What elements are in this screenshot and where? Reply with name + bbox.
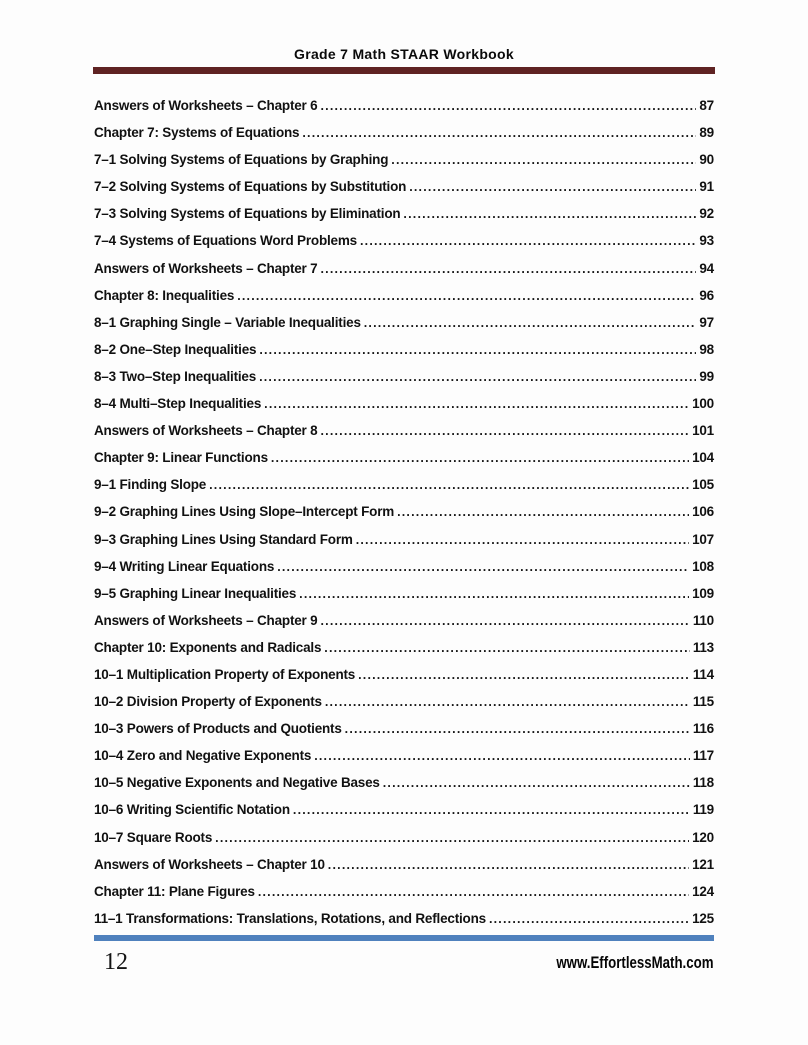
- toc-entry: [94, 255, 714, 282]
- toc-dot-leader: [320, 417, 689, 445]
- toc-entry-page-number: 117: [692, 748, 714, 764]
- toc-entry-label: Chapter 10: Exponents and Radicals: [94, 639, 322, 655]
- toc-entry-label: 9–5 Graphing Linear Inequalities: [94, 585, 297, 601]
- toc-entry-page-number: 91: [699, 179, 714, 195]
- toc-entry: [94, 444, 714, 471]
- toc-dot-leader: [325, 688, 690, 716]
- toc-dot-leader: [403, 200, 696, 228]
- toc-entry-page-number: 124: [692, 883, 714, 899]
- toc-entry-label: 11–1 Transformations: Translations, Rotations, and Reflections: [94, 910, 486, 926]
- toc-entry-label: 10–1 Multiplication Property of Exponents: [94, 666, 356, 682]
- toc-entry-label: 10–3 Powers of Products and Quotients: [94, 721, 342, 737]
- toc-entry-label: 7–3 Solving Systems of Equations by Elimination: [94, 206, 401, 222]
- toc-dot-leader: [397, 498, 689, 526]
- toc-entry-label: Chapter 7: Systems of Equations: [94, 125, 300, 141]
- toc-dot-leader: [264, 390, 689, 418]
- toc-entry: [94, 173, 714, 200]
- footer-row: [94, 949, 714, 976]
- toc-dot-leader: [302, 119, 696, 147]
- toc-entry: [94, 715, 714, 742]
- toc-dot-leader: [271, 444, 689, 472]
- toc-dot-leader: [320, 92, 696, 120]
- toc-dot-leader: [383, 769, 690, 797]
- toc-entry-label: 7–2 Solving Systems of Equations by Substitution: [94, 179, 407, 195]
- toc-entry-page-number: 90: [699, 152, 714, 168]
- toc-entry-label: 7–1 Solving Systems of Equations by Graphing: [94, 152, 389, 168]
- toc-entry-label: 8–4 Multi–Step Inequalities: [94, 396, 262, 412]
- toc-dot-leader: [259, 336, 696, 364]
- website-url: www.EffortlessMath.com: [556, 952, 714, 972]
- toc-dot-leader: [409, 173, 696, 201]
- toc-entry: [94, 796, 714, 823]
- toc-entry: [94, 119, 714, 146]
- toc-dot-leader: [299, 580, 689, 608]
- toc-entry: [94, 471, 714, 498]
- toc-dot-leader: [328, 851, 689, 879]
- toc-entry: [94, 200, 714, 227]
- toc-entry-page-number: 92: [699, 206, 714, 222]
- toc-dot-leader: [324, 634, 690, 662]
- toc-entry-page-number: 101: [692, 423, 714, 439]
- toc-entry-page-number: 97: [699, 314, 714, 330]
- toc-entry: [94, 607, 714, 634]
- toc-entry-label: 10–5 Negative Exponents and Negative Bases: [94, 775, 380, 791]
- toc-entry: [94, 688, 714, 715]
- toc-entry-label: 9–2 Graphing Lines Using Slope–Intercept Form: [94, 504, 395, 520]
- toc-entry-page-number: 108: [692, 558, 714, 574]
- toc-entry-page-number: 94: [699, 260, 714, 276]
- toc-entry: [94, 390, 714, 417]
- toc-dot-leader: [358, 661, 690, 689]
- toc-entry-page-number: 115: [692, 694, 714, 710]
- toc-dot-leader: [237, 282, 696, 310]
- toc-dot-leader: [345, 715, 690, 743]
- toc-entry: [94, 742, 714, 769]
- toc-entry: [94, 146, 714, 173]
- toc-entry-label: 8–3 Two–Step Inequalities: [94, 368, 257, 384]
- toc-dot-leader: [258, 878, 689, 906]
- toc-entry-label: Chapter 9: Linear Functions: [94, 450, 268, 466]
- toc-entry-page-number: 96: [699, 287, 714, 303]
- toc-entry-page-number: 93: [699, 233, 714, 249]
- page-footer: [0, 935, 808, 1045]
- toc-dot-leader: [364, 309, 697, 337]
- toc-entry: [94, 417, 714, 444]
- toc-entry-page-number: 100: [692, 396, 714, 412]
- toc-entry-label: Answers of Worksheets – Chapter 8: [94, 423, 318, 439]
- toc-list: [94, 92, 714, 932]
- toc-entry-page-number: 113: [692, 639, 714, 655]
- toc-dot-leader: [314, 742, 690, 770]
- toc-entry: [94, 227, 714, 254]
- toc-entry: [94, 363, 714, 390]
- toc-dot-leader: [489, 905, 689, 933]
- toc-entry-label: 7–4 Systems of Equations Word Problems: [94, 233, 357, 249]
- toc-entry-page-number: 121: [692, 856, 714, 872]
- toc-entry: [94, 661, 714, 688]
- toc-entry: [94, 878, 714, 905]
- toc-entry-label: Answers of Worksheets – Chapter 10: [94, 856, 325, 872]
- toc-entry: [94, 526, 714, 553]
- toc-entry-page-number: 106: [692, 504, 714, 520]
- toc-entry: [94, 336, 714, 363]
- page-number: 12: [104, 949, 128, 975]
- toc-entry-page-number: 109: [692, 585, 714, 601]
- toc-entry-page-number: 104: [692, 450, 714, 466]
- page-header: [0, 0, 808, 74]
- toc-entry-page-number: 87: [699, 98, 714, 113]
- toc-dot-leader: [320, 255, 696, 283]
- toc-dot-leader: [320, 607, 689, 635]
- toc-dot-leader: [293, 796, 690, 824]
- toc-entry-label: Answers of Worksheets – Chapter 9: [94, 612, 318, 628]
- toc-dot-leader: [356, 526, 689, 554]
- toc-entry: [94, 498, 714, 525]
- toc-entry-page-number: 114: [692, 666, 714, 682]
- toc-entry-page-number: 99: [699, 368, 714, 384]
- toc-entry-label: Chapter 11: Plane Figures: [94, 883, 255, 899]
- toc-entry-label: 10–4 Zero and Negative Exponents: [94, 748, 312, 764]
- toc-entry-page-number: 125: [692, 910, 714, 926]
- toc-entry: [94, 851, 714, 878]
- header-divider: [93, 67, 715, 74]
- toc-entry-page-number: 98: [699, 341, 714, 357]
- toc-entry-page-number: 89: [699, 125, 714, 141]
- toc-entry: [94, 309, 714, 336]
- toc-entry-label: Chapter 8: Inequalities: [94, 287, 235, 303]
- toc-entry-label: 9–1 Finding Slope: [94, 477, 207, 493]
- toc-entry-label: 10–2 Division Property of Exponents: [94, 694, 322, 710]
- toc-entry-label: 8–1 Graphing Single – Variable Inequalities: [94, 314, 361, 330]
- toc-dot-leader: [259, 363, 696, 391]
- toc-dot-leader: [391, 146, 696, 174]
- toc-dot-leader: [215, 824, 689, 852]
- toc-entry: [94, 905, 714, 932]
- toc-entry: [94, 553, 714, 580]
- toc-entry-label: Answers of Worksheets – Chapter 7: [94, 260, 318, 276]
- toc-entry: [94, 580, 714, 607]
- toc-entry-page-number: 118: [692, 775, 714, 791]
- toc-entry: [94, 769, 714, 796]
- toc-entry-page-number: 110: [692, 612, 714, 628]
- toc-entry-label: 8–2 One–Step Inequalities: [94, 341, 257, 357]
- toc-entry: [94, 634, 714, 661]
- toc-dot-leader: [209, 471, 689, 499]
- toc-entry-label: 9–3 Graphing Lines Using Standard Form: [94, 531, 353, 547]
- toc-entry-label: 9–4 Writing Linear Equations: [94, 558, 275, 574]
- toc-entry-page-number: 120: [692, 829, 714, 845]
- toc-entry: [94, 282, 714, 309]
- toc-entry-page-number: 119: [692, 802, 714, 818]
- toc-entry-page-number: 116: [692, 721, 714, 737]
- toc-entry-page-number: 105: [692, 477, 714, 493]
- book-title: Grade 7 Math STAAR Workbook: [294, 46, 514, 62]
- toc-entry: [94, 824, 714, 851]
- toc-dot-leader: [277, 553, 689, 581]
- toc-entry-label: 10–7 Square Roots: [94, 829, 213, 845]
- toc-entry-label: Answers of Worksheets – Chapter 6: [94, 98, 318, 113]
- toc-entry-label: 10–6 Writing Scientific Notation: [94, 802, 290, 818]
- toc-entry: [94, 92, 714, 119]
- toc-entry-page-number: 107: [692, 531, 714, 547]
- toc-dot-leader: [360, 227, 696, 255]
- footer-divider: [94, 935, 714, 941]
